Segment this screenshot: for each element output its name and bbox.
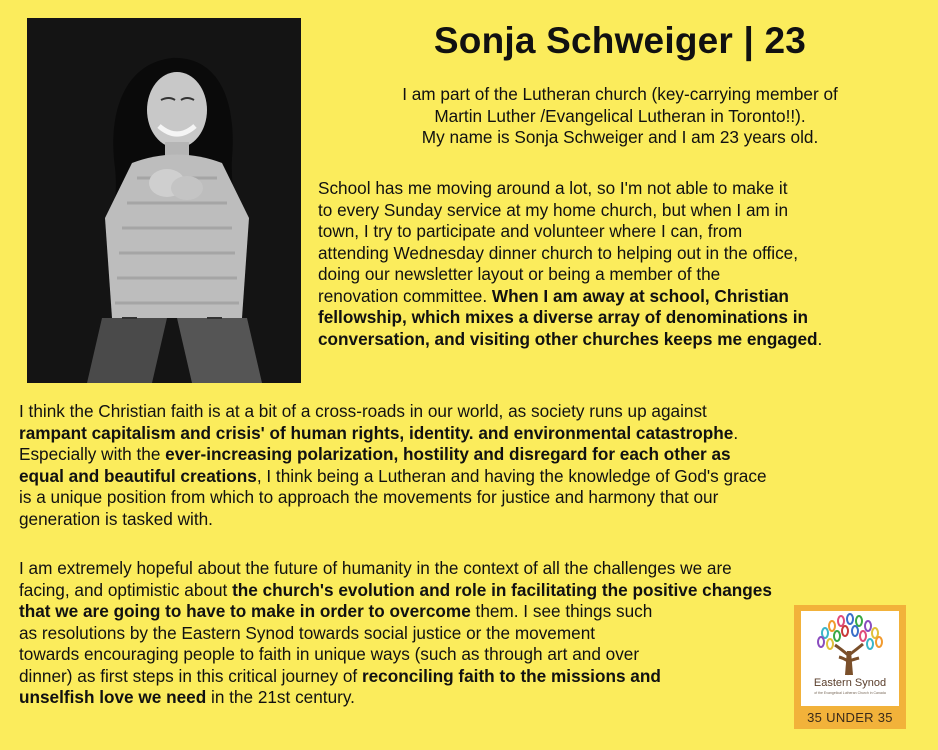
paragraph-school xyxy=(318,178,918,350)
eastern-synod-logo xyxy=(794,605,906,729)
logo-subtitle: of the Evangelical Lutheran Church in Canada xyxy=(814,691,886,695)
text-line xyxy=(318,243,918,265)
text-line xyxy=(19,601,919,623)
text-run: to every Sunday service at my home church, but when I am in xyxy=(318,199,789,220)
text-run: attending Wednesday dinner church to helping out in the office, xyxy=(318,242,798,263)
text-line xyxy=(19,466,919,488)
text-line xyxy=(19,509,919,531)
bold-text: the church's evolution and role in facilitating the positive changes xyxy=(232,579,772,600)
bold-text: fellowship, which mixes a diverse array of denominations in xyxy=(318,307,808,327)
text-run: , I think being a Lutheran and having the knowledge of God's grace xyxy=(256,465,767,486)
page-title: Sonja Schweiger | 23 xyxy=(433,20,807,61)
text-run: School has me moving around a lot, so I'm not able to make it xyxy=(318,178,788,198)
text-line xyxy=(19,687,919,709)
intro-text xyxy=(320,84,920,149)
text-line xyxy=(318,286,918,308)
logo-panel xyxy=(801,611,899,706)
tree-icon xyxy=(801,611,899,677)
text-line xyxy=(19,401,919,423)
text-line xyxy=(318,200,918,222)
text-run: in the 21st century. xyxy=(206,687,355,707)
text-line xyxy=(318,329,918,351)
portrait-image xyxy=(27,18,301,383)
text-run: them. I see things such xyxy=(470,601,653,621)
text-run: . xyxy=(733,422,739,443)
text-run: town, I try to participate and volunteer where I can, from xyxy=(318,221,743,241)
text-run: I think the Christian faith is at a bit of a cross-roads in our world, as society runs up against xyxy=(19,401,707,421)
text-line xyxy=(19,580,919,602)
bold-text: unselfish love we need xyxy=(19,687,207,707)
text-run: renovation committee. xyxy=(318,285,492,306)
paragraph-hope xyxy=(19,558,919,709)
logo-name: Eastern Synod xyxy=(813,677,887,689)
text-run: . xyxy=(817,328,823,349)
text-run: facing, and optimistic about xyxy=(19,579,233,600)
text-run: doing our newsletter layout or being a member of the xyxy=(318,264,721,284)
bold-text: When I am away at school, Christian xyxy=(491,285,789,306)
text-line xyxy=(19,444,919,466)
bold-text: rampant capitalism and crisis' of human rights, identity. and environmental catastrophe xyxy=(19,422,734,443)
text-line xyxy=(19,487,919,509)
text-line xyxy=(318,178,918,200)
text-line xyxy=(19,666,919,688)
text-run: I am extremely hopeful about the future of humanity in the context of all the challenges we are xyxy=(19,558,732,578)
bold-text: that we are going to have to make in order to overcome xyxy=(19,601,471,621)
text-line xyxy=(19,623,919,645)
text-line xyxy=(19,558,919,580)
text-line xyxy=(19,423,919,445)
portrait-photo xyxy=(27,18,301,383)
text-run: towards encouraging people to faith in unique ways (such as through art and over xyxy=(19,644,640,664)
intro-line: Martin Luther /Evangelical Lutheran in Toronto!!). xyxy=(434,105,806,126)
bold-text: equal and beautiful creations xyxy=(19,465,257,486)
text-run: generation is tasked with. xyxy=(19,508,213,529)
text-line xyxy=(318,221,918,243)
bold-text: conversation, and visiting other churches keeps me engaged xyxy=(318,328,818,349)
bold-text: reconciling faith to the missions and xyxy=(361,665,661,686)
intro-line: I am part of the Lutheran church (key-carrying member of xyxy=(402,84,838,104)
logo-caption: 35 UNDER 35 xyxy=(807,710,893,725)
text-line xyxy=(19,644,919,666)
bold-text: ever-increasing polarization, hostility and disregard for each other as xyxy=(165,444,731,464)
paragraph-faith xyxy=(19,401,919,530)
text-run: dinner) as first steps in this critical journey of xyxy=(19,665,362,686)
text-line xyxy=(318,264,918,286)
text-run: Especially with the xyxy=(19,444,166,464)
intro-line: My name is Sonja Schweiger and I am 23 years old. xyxy=(421,127,819,147)
text-line xyxy=(318,307,918,329)
text-run: as resolutions by the Eastern Synod towards social justice or the movement xyxy=(19,622,596,643)
text-run: is a unique position from which to approach the movements for justice and harmony that our xyxy=(19,487,719,507)
